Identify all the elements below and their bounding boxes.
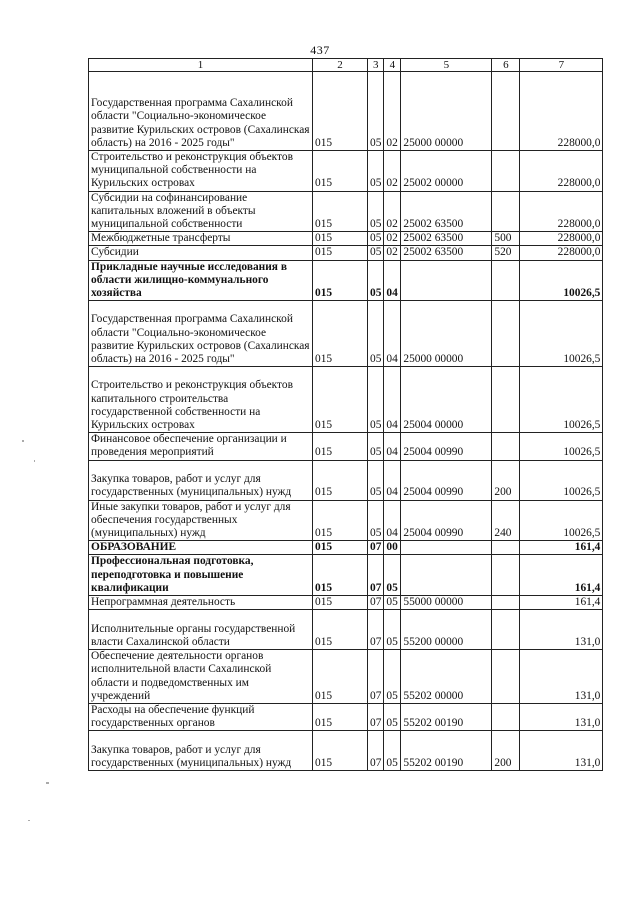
row-name: Строительство и реконструкция объектов капитального строительства государственной собственности на Курильских островах (89, 367, 313, 433)
target-article-code (401, 541, 492, 555)
row-name: Исполнительные органы государственной власти Сахалинской области (89, 610, 313, 650)
table-row (89, 433, 603, 460)
target-article-code: 25002 00000 (401, 151, 492, 192)
section-code: 07 (368, 704, 384, 731)
expense-type-code: 240 (492, 500, 520, 541)
section-code: 05 (368, 232, 384, 246)
amount: 10026,5 (520, 433, 603, 460)
ministry-code: 015 (313, 301, 368, 367)
subsection-code: 02 (384, 72, 401, 151)
target-article-code: 25002 63500 (401, 232, 492, 246)
ministry-code: 015 (313, 704, 368, 731)
section-code: 05 (368, 433, 384, 460)
subsection-code: 02 (384, 246, 401, 260)
column-header: 7 (520, 59, 603, 72)
target-article-code: 25004 00990 (401, 500, 492, 541)
amount: 161,4 (520, 596, 603, 610)
table-row (89, 72, 603, 151)
amount: 131,0 (520, 731, 603, 771)
amount: 228000,0 (520, 246, 603, 260)
expense-type-code (492, 151, 520, 192)
table-row (89, 555, 603, 596)
row-name: Государственная программа Сахалинской области "Социально-экономическое развитие Курильских островов (Сахалинская область) на 2016 - 2025 годы" (89, 72, 313, 151)
row-name: Строительство и реконструкция объектов муниципальной собственности на Курильских островах (89, 151, 313, 192)
subsection-code: 04 (384, 260, 401, 301)
row-name: Межбюджетные трансферты (89, 232, 313, 246)
subsection-code: 04 (384, 367, 401, 433)
table-row (89, 541, 603, 555)
table-row (89, 301, 603, 367)
section-code: 05 (368, 301, 384, 367)
amount: 161,4 (520, 541, 603, 555)
expense-type-code (492, 433, 520, 460)
section-code: 07 (368, 650, 384, 704)
ministry-code: 015 (313, 596, 368, 610)
row-name: Государственная программа Сахалинской области "Социально-экономическое развитие Курильских островов (Сахалинская область) на 2016 - 2025 годы" (89, 301, 313, 367)
subsection-code: 04 (384, 500, 401, 541)
table-row (89, 246, 603, 260)
ministry-code: 015 (313, 191, 368, 232)
target-article-code: 25002 63500 (401, 246, 492, 260)
section-code: 07 (368, 731, 384, 771)
scan-speck (22, 440, 24, 442)
target-article-code: 55202 00190 (401, 731, 492, 771)
amount: 10026,5 (520, 260, 603, 301)
section-code: 05 (368, 191, 384, 232)
subsection-code: 05 (384, 731, 401, 771)
target-article-code: 25000 00000 (401, 301, 492, 367)
target-article-code: 25004 00990 (401, 433, 492, 460)
amount: 10026,5 (520, 301, 603, 367)
expense-type-code (492, 260, 520, 301)
column-header: 5 (401, 59, 492, 72)
target-article-code: 25002 63500 (401, 191, 492, 232)
row-name: Непрограммная деятельность (89, 596, 313, 610)
expense-type-code: 200 (492, 731, 520, 771)
table-row (89, 500, 603, 541)
table-row (89, 232, 603, 246)
subsection-code: 05 (384, 704, 401, 731)
expense-type-code (492, 367, 520, 433)
expense-type-code: 500 (492, 232, 520, 246)
expense-type-code (492, 596, 520, 610)
subsection-code: 02 (384, 151, 401, 192)
amount: 10026,5 (520, 367, 603, 433)
section-code: 07 (368, 596, 384, 610)
row-name: Обеспечение деятельности органов исполнительной власти Сахалинской области и подведомственных им учреждений (89, 650, 313, 704)
scan-speck (34, 460, 35, 462)
section-code: 05 (368, 151, 384, 192)
target-article-code (401, 260, 492, 301)
row-name: Субсидии (89, 246, 313, 260)
subsection-code: 04 (384, 460, 401, 500)
table-row (89, 596, 603, 610)
amount: 161,4 (520, 555, 603, 596)
section-code: 05 (368, 72, 384, 151)
ministry-code: 015 (313, 541, 368, 555)
target-article-code (401, 555, 492, 596)
expense-type-code: 520 (492, 246, 520, 260)
subsection-code: 05 (384, 555, 401, 596)
target-article-code: 25004 00990 (401, 460, 492, 500)
subsection-code: 04 (384, 433, 401, 460)
row-name: Субсидии на софинансирование капитальных вложений в объекты муниципальной собственности (89, 191, 313, 232)
budget-table-body (89, 59, 603, 771)
subsection-code: 02 (384, 232, 401, 246)
ministry-code: 015 (313, 260, 368, 301)
row-name: Закупка товаров, работ и услуг для государственных (муниципальных) нужд (89, 460, 313, 500)
expense-type-code (492, 191, 520, 232)
expense-type-code (492, 610, 520, 650)
row-name: Иные закупки товаров, работ и услуг для обеспечения государственных (муниципальных) нужд (89, 500, 313, 541)
budget-table (88, 58, 603, 771)
amount: 228000,0 (520, 232, 603, 246)
ministry-code: 015 (313, 460, 368, 500)
section-code: 07 (368, 610, 384, 650)
section-code: 05 (368, 367, 384, 433)
row-name: Финансовое обеспечение организации и проведения мероприятий (89, 433, 313, 460)
ministry-code: 015 (313, 367, 368, 433)
amount: 131,0 (520, 650, 603, 704)
table-row (89, 610, 603, 650)
expense-type-code (492, 704, 520, 731)
amount: 10026,5 (520, 460, 603, 500)
expense-type-code (492, 555, 520, 596)
row-name: ОБРАЗОВАНИЕ (89, 541, 313, 555)
column-header: 2 (313, 59, 368, 72)
column-header: 1 (89, 59, 313, 72)
expense-type-code: 200 (492, 460, 520, 500)
ministry-code: 015 (313, 246, 368, 260)
column-number-header-row (89, 59, 603, 72)
table-row (89, 367, 603, 433)
column-header: 4 (384, 59, 401, 72)
subsection-code: 02 (384, 191, 401, 232)
target-article-code: 25000 00000 (401, 72, 492, 151)
column-header: 3 (368, 59, 384, 72)
section-code: 05 (368, 460, 384, 500)
row-name: Профессиональная подготовка, переподготовка и повышение квалификации (89, 555, 313, 596)
target-article-code: 55000 00000 (401, 596, 492, 610)
amount: 228000,0 (520, 151, 603, 192)
subsection-code: 05 (384, 650, 401, 704)
row-name: Прикладные научные исследования в области жилищно-коммунального хозяйства (89, 260, 313, 301)
section-code: 07 (368, 541, 384, 555)
section-code: 05 (368, 246, 384, 260)
target-article-code: 55200 00000 (401, 610, 492, 650)
amount: 131,0 (520, 704, 603, 731)
amount: 228000,0 (520, 72, 603, 151)
expense-type-code (492, 301, 520, 367)
table-row (89, 460, 603, 500)
ministry-code: 015 (313, 72, 368, 151)
row-name: Закупка товаров, работ и услуг для государственных (муниципальных) нужд (89, 731, 313, 771)
ministry-code: 015 (313, 500, 368, 541)
table-row (89, 151, 603, 192)
expense-type-code (492, 650, 520, 704)
table-row (89, 650, 603, 704)
subsection-code: 05 (384, 610, 401, 650)
page-number: 437 (310, 43, 330, 57)
scan-speck (46, 782, 49, 784)
ministry-code: 015 (313, 650, 368, 704)
ministry-code: 015 (313, 610, 368, 650)
amount: 131,0 (520, 610, 603, 650)
ministry-code: 015 (313, 151, 368, 192)
subsection-code: 04 (384, 301, 401, 367)
table-row (89, 704, 603, 731)
section-code: 05 (368, 260, 384, 301)
amount: 10026,5 (520, 500, 603, 541)
target-article-code: 55202 00190 (401, 704, 492, 731)
column-header: 6 (492, 59, 520, 72)
ministry-code: 015 (313, 555, 368, 596)
table-row (89, 191, 603, 232)
subsection-code: 05 (384, 596, 401, 610)
target-article-code: 55202 00000 (401, 650, 492, 704)
table-row (89, 731, 603, 771)
row-name: Расходы на обеспечение функций государственных органов (89, 704, 313, 731)
ministry-code: 015 (313, 731, 368, 771)
section-code: 07 (368, 555, 384, 596)
expense-type-code (492, 72, 520, 151)
ministry-code: 015 (313, 433, 368, 460)
subsection-code: 00 (384, 541, 401, 555)
section-code: 05 (368, 500, 384, 541)
target-article-code: 25004 00000 (401, 367, 492, 433)
scan-speck (28, 820, 30, 821)
ministry-code: 015 (313, 232, 368, 246)
expense-type-code (492, 541, 520, 555)
table-row (89, 260, 603, 301)
amount: 228000,0 (520, 191, 603, 232)
